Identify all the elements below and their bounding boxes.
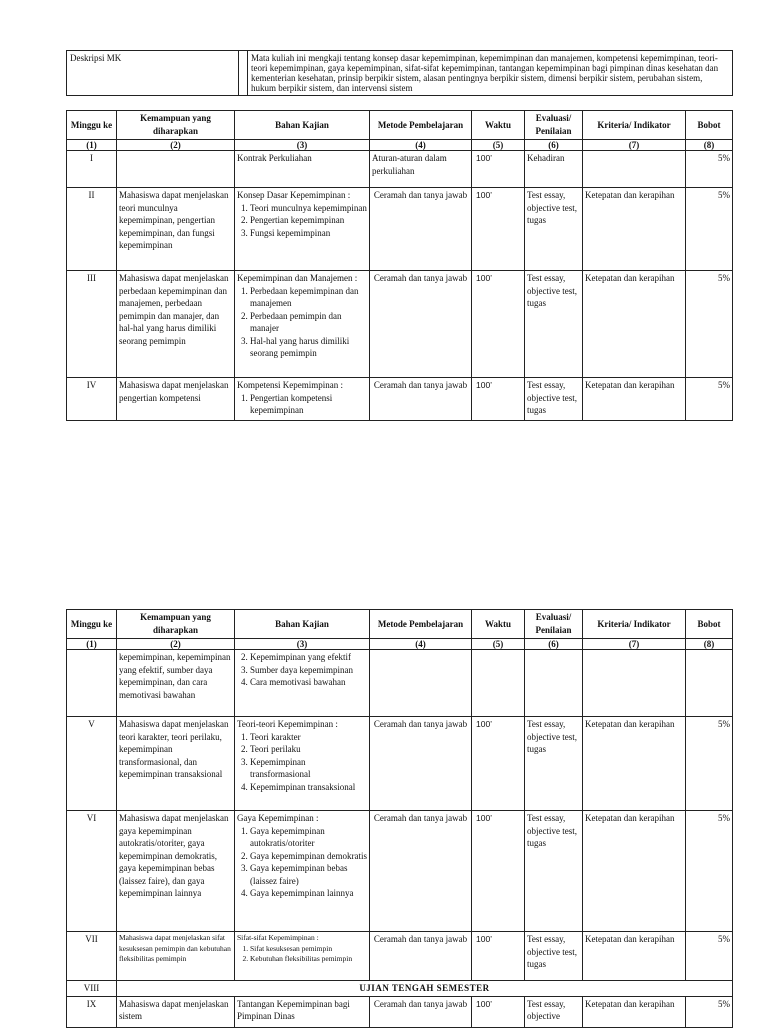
bobot-cell: 5% bbox=[686, 811, 733, 932]
bahan-list bbox=[237, 651, 367, 689]
bobot-cell: 5% bbox=[686, 932, 733, 981]
bahan-title: Kepemimpinan dan Manajemen : bbox=[237, 273, 358, 283]
kemampuan-cell bbox=[117, 151, 235, 188]
evaluasi-cell: Test essay, objective test, tugas bbox=[525, 188, 583, 271]
metode-cell: Ceramah dan tanya jawab bbox=[370, 996, 472, 1027]
num-8: (8) bbox=[686, 639, 733, 650]
header-evaluasi: Evaluasi/ Penilaian bbox=[525, 610, 583, 639]
num-5: (5) bbox=[472, 140, 525, 151]
minggu-cell: IX bbox=[67, 996, 117, 1027]
list-item: 2. Pengertian kepemimpinan bbox=[250, 214, 367, 227]
minggu-cell: VI bbox=[67, 811, 117, 932]
table-row bbox=[67, 717, 733, 811]
bahan-title: Kompetensi Kepemimpinan : bbox=[237, 380, 343, 390]
list-item: 4. Kepemimpinan transaksional bbox=[250, 781, 367, 794]
bobot-cell bbox=[686, 650, 733, 717]
bahan-cell: Tantangan Kepemimpinan bagi Pimpinan Dinas bbox=[235, 996, 370, 1027]
header-waktu: Waktu bbox=[472, 610, 525, 639]
list-item: 3. Fungsi kepemimpinan bbox=[250, 227, 367, 240]
minggu-cell: II bbox=[67, 188, 117, 271]
metode-cell: Aturan-aturan dalam perkuliahan bbox=[370, 151, 472, 188]
kriteria-cell: Ketepatan dan kerapihan bbox=[583, 717, 686, 811]
list-item: 2. Kepemimpinan yang efektif bbox=[250, 651, 367, 664]
list-item: 3. Gaya kepemimpinan bebas (laissez faire) bbox=[250, 862, 367, 887]
rps-table-1 bbox=[66, 110, 733, 421]
waktu-cell: 100’ bbox=[472, 378, 525, 421]
bahan-cell: Kontrak Perkuliahan bbox=[235, 151, 370, 188]
waktu-cell: 100’ bbox=[472, 996, 525, 1027]
kemampuan-cell: Mahasiswa dapat menjelaskan teori karakter, teori perilaku, kepemimpinan transformasional, dan kepemimpinan transaksional bbox=[117, 717, 235, 811]
header-evaluasi: Evaluasi/ Penilaian bbox=[525, 111, 583, 140]
kriteria-cell: Ketepatan dan kerapihan bbox=[583, 378, 686, 421]
num-5: (5) bbox=[472, 639, 525, 650]
header-bobot: Bobot bbox=[686, 610, 733, 639]
bobot-cell: 5% bbox=[686, 271, 733, 378]
metode-cell: Ceramah dan tanya jawab bbox=[370, 932, 472, 981]
header-bobot: Bobot bbox=[686, 111, 733, 140]
table-row bbox=[67, 981, 733, 997]
deskripsi-label: Deskripsi MK bbox=[67, 51, 239, 96]
header-kriteria: Kriteria/ Indikator bbox=[583, 610, 686, 639]
header-minggu: Minggu ke bbox=[67, 111, 117, 140]
kemampuan-cell: Mahasiswa dapat menjelaskan teori munculnya kepemimpinan, pengertian kepemimpinan, dan fungsi kepemimpinan bbox=[117, 188, 235, 271]
kemampuan-cell: Mahasiswa dapat menjelaskan pengertian kompetensi bbox=[117, 378, 235, 421]
header-minggu: Minggu ke bbox=[67, 610, 117, 639]
kemampuan-cell: kepemimpinan, kepemimpinan yang efektif, sumber daya kepemimpinan, dan cara memotivasi bawahan bbox=[117, 650, 235, 717]
num-1: (1) bbox=[67, 140, 117, 151]
header-kriteria: Kriteria/ Indikator bbox=[583, 111, 686, 140]
minggu-cell: IV bbox=[67, 378, 117, 421]
metode-cell: Ceramah dan tanya jawab bbox=[370, 378, 472, 421]
header-metode: Metode Pembelajaran bbox=[370, 111, 472, 140]
metode-cell: Ceramah dan tanya jawab bbox=[370, 717, 472, 811]
evaluasi-cell: Test essay, objective test, tugas bbox=[525, 271, 583, 378]
list-item: 1. Sifat kesuksesan pemimpin bbox=[250, 944, 367, 955]
table-row bbox=[67, 271, 733, 378]
list-item: 1. Teori karakter bbox=[250, 731, 367, 744]
table-row bbox=[67, 811, 733, 932]
list-item: 2. Kebutuhan fleksibilitas pemimpin bbox=[250, 954, 367, 965]
list-item: 3. Hal-hal yang harus dimiliki seorang pemimpin bbox=[250, 335, 367, 360]
num-3: (3) bbox=[235, 140, 370, 151]
kriteria-cell: Ketepatan dan kerapihan bbox=[583, 932, 686, 981]
bahan-title: Konsep Dasar Kepemimpinan : bbox=[237, 190, 351, 200]
metode-cell: Ceramah dan tanya jawab bbox=[370, 271, 472, 378]
list-item: 1. Teori munculnya kepemimpinan bbox=[250, 202, 367, 215]
waktu-cell: 100’ bbox=[472, 151, 525, 188]
minggu-cell: VIII bbox=[67, 981, 117, 997]
kriteria-cell: Ketepatan dan kerapihan bbox=[583, 271, 686, 378]
bahan-title: Sifat-sifat Kepemimpinan : bbox=[237, 933, 319, 942]
evaluasi-cell: Test essay, objective test, tugas bbox=[525, 717, 583, 811]
metode-cell bbox=[370, 650, 472, 717]
num-4: (4) bbox=[370, 140, 472, 151]
list-item: 4. Cara memotivasi bawahan bbox=[250, 676, 367, 689]
number-row bbox=[67, 639, 733, 650]
table-row bbox=[67, 378, 733, 421]
num-7: (7) bbox=[583, 639, 686, 650]
header-bahan: Bahan Kajian bbox=[235, 111, 370, 140]
bahan-cell bbox=[235, 650, 370, 717]
bahan-list bbox=[237, 825, 367, 900]
list-item: 3. Kepemimpinan transformasional bbox=[250, 756, 367, 781]
num-6: (6) bbox=[525, 140, 583, 151]
bahan-cell bbox=[235, 271, 370, 378]
header-metode: Metode Pembelajaran bbox=[370, 610, 472, 639]
num-1: (1) bbox=[67, 639, 117, 650]
metode-cell: Ceramah dan tanya jawab bbox=[370, 811, 472, 932]
bobot-cell: 5% bbox=[686, 717, 733, 811]
bobot-cell: 5% bbox=[686, 188, 733, 271]
bobot-cell: 5% bbox=[686, 378, 733, 421]
evaluasi-cell bbox=[525, 650, 583, 717]
header-kemampuan: Kemampuan yang diharapkan bbox=[117, 111, 235, 140]
bahan-list bbox=[237, 944, 367, 965]
list-item: 2. Gaya kepemimpinan demokratis bbox=[250, 850, 367, 863]
bobot-cell: 5% bbox=[686, 151, 733, 188]
num-2: (2) bbox=[117, 639, 235, 650]
evaluasi-cell: Test essay, objective bbox=[525, 996, 583, 1027]
minggu-cell: VII bbox=[67, 932, 117, 981]
header-bahan: Bahan Kajian bbox=[235, 610, 370, 639]
bahan-list bbox=[237, 202, 367, 240]
list-item: 4. Gaya kepemimpinan lainnya bbox=[250, 887, 367, 900]
waktu-cell bbox=[472, 650, 525, 717]
bobot-cell: 5% bbox=[686, 996, 733, 1027]
evaluasi-cell: Kehadiran bbox=[525, 151, 583, 188]
kriteria-cell: Ketepatan dan kerapihan bbox=[583, 996, 686, 1027]
kriteria-cell: Ketepatan dan kerapihan bbox=[583, 188, 686, 271]
kemampuan-cell: Mahasiswa dapat menjelaskan perbedaan kepemimpinan dan manajemen, perbedaan pemimpin dan manajer, dan hal-hal yang harus dimiliki seorang pemimpin bbox=[117, 271, 235, 378]
table-row bbox=[67, 650, 733, 717]
waktu-cell: 100’ bbox=[472, 811, 525, 932]
waktu-cell: 100’ bbox=[472, 717, 525, 811]
kemampuan-cell: Mahasiswa dapat menjelaskan gaya kepemimpinan autokratis/otoriter, gaya kepemimpinan demokratis, gaya kepemimpinan bebas (laissez faire), dan gaya kepemimpinan lainnya bbox=[117, 811, 235, 932]
kriteria-cell bbox=[583, 650, 686, 717]
evaluasi-cell: Test essay, objective test, tugas bbox=[525, 932, 583, 981]
num-4: (4) bbox=[370, 639, 472, 650]
table-row bbox=[67, 151, 733, 188]
deskripsi-table bbox=[66, 50, 733, 96]
table-row bbox=[67, 932, 733, 981]
minggu-cell: I bbox=[67, 151, 117, 188]
number-row bbox=[67, 140, 733, 151]
bahan-cell bbox=[235, 378, 370, 421]
list-item: 1. Pengertian kompetensi kepemimpinan bbox=[250, 392, 367, 417]
num-3: (3) bbox=[235, 639, 370, 650]
minggu-cell: V bbox=[67, 717, 117, 811]
bahan-list bbox=[237, 285, 367, 360]
bahan-title: Teori-teori Kepemimpinan : bbox=[237, 719, 338, 729]
num-2: (2) bbox=[117, 140, 235, 151]
bahan-cell bbox=[235, 811, 370, 932]
bahan-cell bbox=[235, 932, 370, 981]
metode-cell: Ceramah dan tanya jawab bbox=[370, 188, 472, 271]
list-item: 1. Gaya kepemimpinan autokratis/otoriter bbox=[250, 825, 367, 850]
rps-table-2 bbox=[66, 609, 733, 1028]
waktu-cell: 100’ bbox=[472, 932, 525, 981]
bahan-title: Gaya Kepemimpinan : bbox=[237, 813, 319, 823]
table-row bbox=[67, 996, 733, 1027]
waktu-cell: 100’ bbox=[472, 188, 525, 271]
header-kemampuan: Kemampuan yang diharapkan bbox=[117, 610, 235, 639]
evaluasi-cell: Test essay, objective test, tugas bbox=[525, 811, 583, 932]
num-8: (8) bbox=[686, 140, 733, 151]
kemampuan-cell: Mahasiswa dapat menjelaskan sistem bbox=[117, 996, 235, 1027]
header-waktu: Waktu bbox=[472, 111, 525, 140]
list-item: 2. Teori perilaku bbox=[250, 743, 367, 756]
bahan-list bbox=[237, 731, 367, 794]
table-row bbox=[67, 188, 733, 271]
list-item: 2. Perbedaan pemimpin dan manajer bbox=[250, 310, 367, 335]
minggu-cell bbox=[67, 650, 117, 717]
num-6: (6) bbox=[525, 639, 583, 650]
kriteria-cell bbox=[583, 151, 686, 188]
bahan-cell bbox=[235, 717, 370, 811]
header-row bbox=[67, 111, 733, 140]
header-row bbox=[67, 610, 733, 639]
list-item: 3. Sumber daya kepemimpinan bbox=[250, 664, 367, 677]
waktu-cell: 100’ bbox=[472, 271, 525, 378]
bahan-cell bbox=[235, 188, 370, 271]
num-7: (7) bbox=[583, 140, 686, 151]
bahan-list bbox=[237, 392, 367, 417]
deskripsi-row bbox=[67, 51, 733, 96]
kriteria-cell: Ketepatan dan kerapihan bbox=[583, 811, 686, 932]
minggu-cell: III bbox=[67, 271, 117, 378]
kemampuan-cell: Mahasiswa dapat menjelaskan sifat kesuksesan pemimpin dan kebutuhan fleksibilitas pemimpin bbox=[117, 932, 235, 981]
evaluasi-cell: Test essay, objective test, tugas bbox=[525, 378, 583, 421]
uts-label: UJIAN TENGAH SEMESTER bbox=[117, 981, 733, 997]
list-item: 1. Perbedaan kepemimpinan dan manajemen bbox=[250, 285, 367, 310]
deskripsi-text: Mata kuliah ini mengkaji tentang konsep dasar kepemimpinan, kepemimpinan dan manajemen, kompetensi kepemimpinan, teori-teori kepemimpinan, gaya kepemimpinan, sifat-sifat kepemimpinan, tantangan kepemimpinan bagi pimpinan dinas kesehatan dan kementerian kesehatan, prinsip berpikir sistem, alasan pentingnya berpikir sistem, dimensi berpikir sistem, perubahan sistem, hukum berpikir sistem, dan intervensi sistem bbox=[248, 51, 733, 96]
